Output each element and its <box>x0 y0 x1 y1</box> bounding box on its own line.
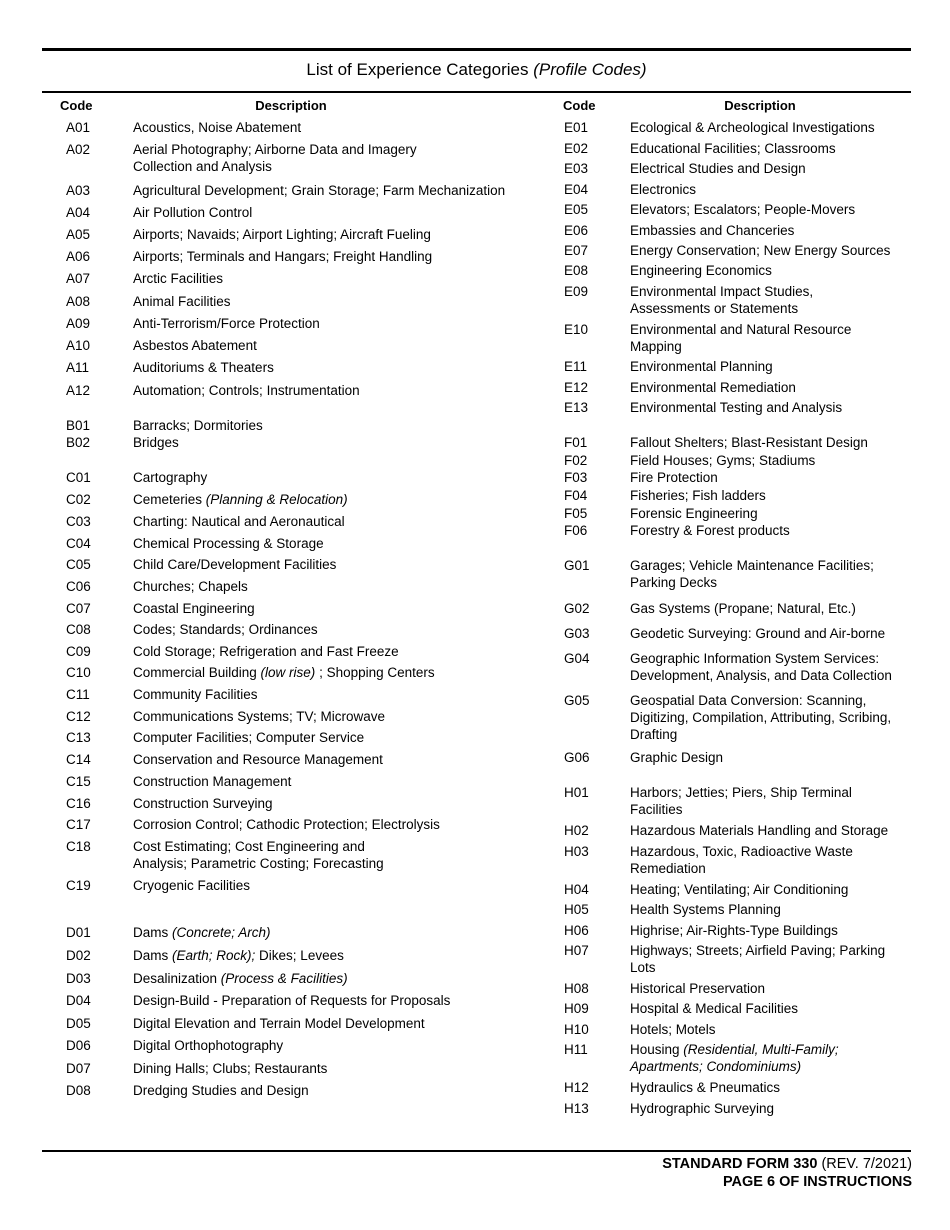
category-code: C19 <box>66 878 91 893</box>
category-description <box>133 621 533 638</box>
category-code: E13 <box>564 400 589 415</box>
page-number-text: PAGE 6 OF INSTRUCTIONS <box>722 1174 912 1190</box>
title-rule <box>42 91 911 93</box>
description-part: Forestry & Forest products <box>630 523 790 538</box>
description-part: Acoustics, Noise Abatement <box>133 120 302 135</box>
category-description <box>630 522 920 539</box>
description-part: Arctic Facilities <box>133 271 224 286</box>
category-code: A08 <box>66 294 91 309</box>
description-part: Environmental Testing and Analysis <box>630 400 843 415</box>
category-description <box>630 692 920 743</box>
description-part: Dams <box>133 948 173 963</box>
category-code: E08 <box>564 263 589 278</box>
description-part: Environmental Remediation <box>630 380 796 395</box>
category-description <box>630 452 920 469</box>
description-part: Health Systems Planning <box>630 902 781 917</box>
category-code: C02 <box>66 492 91 507</box>
description-part: Cost Estimating; Cost Engineering and Analysis; Parametric Costing; Forecasting <box>133 839 384 871</box>
description-part: Asbestos Abatement <box>133 338 257 353</box>
category-code: A02 <box>66 142 91 157</box>
category-code: C07 <box>66 601 91 616</box>
category-code: H01 <box>564 785 589 800</box>
description-part: Environmental Planning <box>630 359 773 374</box>
description-part: Dining Halls; Clubs; Restaurants <box>133 1061 328 1076</box>
category-description <box>630 942 920 976</box>
description-part: Gas Systems (Propane; Natural, Etc.) <box>630 601 856 616</box>
category-code: F06 <box>564 523 588 538</box>
category-description <box>133 1015 533 1032</box>
description-part: Hydraulics & Pneumatics <box>630 1080 781 1095</box>
category-code: H10 <box>564 1022 589 1037</box>
category-description <box>133 513 533 530</box>
category-code: A09 <box>66 316 91 331</box>
description-part: Airports; Terminals and Hangars; Freight Handling <box>133 249 433 264</box>
description-part: Field Houses; Gyms; Stadiums <box>630 453 816 468</box>
category-description <box>133 119 533 136</box>
category-code: D02 <box>66 948 91 963</box>
category-description <box>630 1000 920 1017</box>
category-code: D04 <box>66 993 91 1008</box>
description-part: Cartography <box>133 470 208 485</box>
description-part: Design-Build - Preparation of Requests for Proposals <box>133 993 451 1008</box>
category-description <box>133 643 533 660</box>
category-code: C15 <box>66 774 91 789</box>
category-code: G01 <box>564 558 590 573</box>
category-description <box>630 321 920 355</box>
description-part: Heating; Ventilating; Air Conditioning <box>630 882 849 897</box>
category-code: E10 <box>564 322 589 337</box>
category-code: D05 <box>66 1016 91 1031</box>
description-part: Embassies and Chanceries <box>630 223 795 238</box>
category-code: C10 <box>66 665 91 680</box>
category-code: G02 <box>564 601 590 616</box>
category-description <box>630 784 920 818</box>
category-code: D07 <box>66 1061 91 1076</box>
description-part: Fire Protection <box>630 470 718 485</box>
category-description <box>133 248 533 265</box>
description-part: Historical Preservation <box>630 981 766 996</box>
category-description <box>630 1041 920 1075</box>
description-part: Airports; Navaids; Airport Lighting; Aircraft Fueling <box>133 227 431 242</box>
description-part: Energy Conservation; New Energy Sources <box>630 243 891 258</box>
category-code: A04 <box>66 205 91 220</box>
description-part: Environmental Impact Studies, Assessments or Statements <box>630 284 814 316</box>
category-description <box>133 708 533 725</box>
description-part: Electrical Studies and Design <box>630 161 806 176</box>
category-description <box>133 664 533 681</box>
description-part: Aerial Photography; Airborne Data and Imagery Collection and Analysis <box>133 142 417 174</box>
category-code: H02 <box>564 823 589 838</box>
description-italic-part: (Planning & Relocation) <box>205 492 348 507</box>
category-description <box>630 379 920 396</box>
category-code: C09 <box>66 644 91 659</box>
category-description <box>133 686 533 703</box>
category-description <box>133 293 533 310</box>
category-code: H05 <box>564 902 589 917</box>
bottom-rule <box>42 1150 911 1152</box>
category-code: E06 <box>564 223 589 238</box>
category-code: C08 <box>66 622 91 637</box>
category-description <box>630 650 920 684</box>
description-part: Forensic Engineering <box>630 506 758 521</box>
description-part: Cemeteries <box>133 492 206 507</box>
category-description <box>630 222 920 239</box>
category-code: A01 <box>66 120 91 135</box>
category-code: H07 <box>564 943 589 958</box>
category-description <box>630 140 920 157</box>
category-description <box>630 901 920 918</box>
top-rule <box>42 48 911 51</box>
description-part: Agricultural Development; Grain Storage; Farm Mechanization <box>133 183 506 198</box>
category-code: H12 <box>564 1080 589 1095</box>
category-description <box>133 535 533 552</box>
description-italic-part: (low rise) <box>260 665 316 680</box>
category-code: E03 <box>564 161 589 176</box>
category-description <box>133 992 533 1009</box>
description-part: Environmental and Natural Resource Mapping <box>630 322 852 354</box>
description-part: Construction Management <box>133 774 292 789</box>
category-description <box>630 283 920 317</box>
category-code: H06 <box>564 923 589 938</box>
description-part: Charting: Nautical and Aeronautical <box>133 514 345 529</box>
category-description <box>630 1100 920 1117</box>
category-code: D01 <box>66 925 91 940</box>
category-code: F02 <box>564 453 588 468</box>
category-description <box>133 182 533 199</box>
category-description <box>630 487 920 504</box>
category-description <box>133 600 533 617</box>
category-code: H13 <box>564 1101 589 1116</box>
category-code: C03 <box>66 514 91 529</box>
description-part: Ecological & Archeological Investigations <box>630 120 875 135</box>
category-description <box>133 337 533 354</box>
category-code: H04 <box>564 882 589 897</box>
category-code: G06 <box>564 750 590 765</box>
form-name: STANDARD FORM 330 <box>662 1156 818 1172</box>
category-code: E01 <box>564 120 589 135</box>
description-part: Anti-Terrorism/Force Protection <box>133 316 320 331</box>
category-description <box>133 204 533 221</box>
description-italic-part: (Residential, Multi-Family; Apartments; Condominiums) <box>630 1042 839 1074</box>
category-description <box>630 160 920 177</box>
category-code: C05 <box>66 557 91 572</box>
description-part: Digital Elevation and Terrain Model Development <box>133 1016 425 1031</box>
description-italic-part: (Earth; Rock); <box>172 948 256 963</box>
description-part: Highrise; Air-Rights-Type Buildings <box>630 923 838 938</box>
description-part: Barracks; Dormitories <box>133 418 263 433</box>
category-description <box>630 358 920 375</box>
description-part: Animal Facilities <box>133 294 231 309</box>
form-revision: (REV. 7/2021) <box>817 1156 912 1172</box>
category-code: C12 <box>66 709 91 724</box>
category-description <box>133 382 533 399</box>
category-code: E04 <box>564 182 589 197</box>
category-code: A07 <box>66 271 91 286</box>
category-description <box>133 556 533 573</box>
description-part: Geodetic Surveying: Ground and Air-borne <box>630 626 886 641</box>
category-code: F03 <box>564 470 588 485</box>
description-part: Fisheries; Fish ladders <box>630 488 766 503</box>
category-description <box>630 181 920 198</box>
form-id <box>662 1155 912 1173</box>
category-code: F01 <box>564 435 588 450</box>
category-description <box>630 600 920 617</box>
description-part: Dams <box>133 925 173 940</box>
category-code: G05 <box>564 693 590 708</box>
category-description <box>630 434 920 451</box>
category-code: E12 <box>564 380 589 395</box>
category-description <box>133 970 533 987</box>
category-code: A05 <box>66 227 91 242</box>
description-part: Coastal Engineering <box>133 601 255 616</box>
description-part: ; Shopping Centers <box>315 665 435 680</box>
description-part: Codes; Standards; Ordinances <box>133 622 318 637</box>
description-part: Harbors; Jetties; Piers, Ship Terminal Facilities <box>630 785 852 817</box>
category-code: C14 <box>66 752 91 767</box>
category-code: C16 <box>66 796 91 811</box>
category-code: H08 <box>564 981 589 996</box>
category-description <box>630 922 920 939</box>
description-part: Communications Systems; TV; Microwave <box>133 709 386 724</box>
category-code: G04 <box>564 651 590 666</box>
category-description <box>630 469 920 486</box>
category-description <box>630 119 920 136</box>
description-part: Hazardous Materials Handling and Storage <box>630 823 889 838</box>
category-code: A12 <box>66 383 91 398</box>
description-part: Electronics <box>630 182 697 197</box>
category-description <box>133 315 533 332</box>
category-code: G03 <box>564 626 590 641</box>
category-description <box>133 751 533 768</box>
description-part: Corrosion Control; Cathodic Protection; Electrolysis <box>133 817 440 832</box>
description-part: Churches; Chapels <box>133 579 248 594</box>
description-part: Graphic Design <box>630 750 724 765</box>
category-description <box>133 469 533 486</box>
category-code: C18 <box>66 839 91 854</box>
category-code: E11 <box>564 359 588 374</box>
description-part: Cryogenic Facilities <box>133 878 251 893</box>
category-code: F05 <box>564 506 588 521</box>
description-part: Auditoriums & Theaters <box>133 360 274 375</box>
category-code: C11 <box>66 687 90 702</box>
category-code: F04 <box>564 488 588 503</box>
description-part: Child Care/Development Facilities <box>133 557 337 572</box>
category-code: A10 <box>66 338 91 353</box>
description-part: Bridges <box>133 435 179 450</box>
category-description <box>630 625 920 642</box>
description-part: Educational Facilities; Classrooms <box>630 141 836 156</box>
description-part: Geographic Information System Services: Development, Analysis, and Data Collection <box>630 651 892 683</box>
description-part: Hydrographic Surveying <box>630 1101 775 1116</box>
category-code: D08 <box>66 1083 91 1098</box>
description-part: Community Facilities <box>133 687 258 702</box>
category-description <box>630 1079 920 1096</box>
description-part: Geospatial Data Conversion: Scanning, Digitizing, Compilation, Attributing, Scribing, Drafting <box>630 693 892 742</box>
description-part: Hazardous, Toxic, Radioactive Waste Remediation <box>630 844 853 876</box>
category-code: E05 <box>564 202 589 217</box>
category-description <box>630 399 920 416</box>
category-description <box>133 1037 533 1054</box>
description-part: Highways; Streets; Airfield Paving; Parking Lots <box>630 943 886 975</box>
category-code: A11 <box>66 360 90 375</box>
category-description <box>630 557 920 591</box>
category-description <box>133 578 533 595</box>
category-description <box>630 242 920 259</box>
category-description <box>630 1021 920 1038</box>
page-title-italic: (Profile Codes) <box>533 60 647 79</box>
category-code: C06 <box>66 579 91 594</box>
category-code: C17 <box>66 817 91 832</box>
description-part: Chemical Processing & Storage <box>133 536 324 551</box>
category-code: C13 <box>66 730 91 745</box>
description-part: Desalinization <box>133 971 221 986</box>
footer <box>662 1155 912 1191</box>
category-description <box>133 270 533 287</box>
category-description <box>630 749 920 766</box>
category-code: D03 <box>66 971 91 986</box>
description-part: Engineering Economics <box>630 263 772 278</box>
description-part: Conservation and Resource Management <box>133 752 383 767</box>
description-part: Digital Orthophotography <box>133 1038 284 1053</box>
category-code: H09 <box>564 1001 589 1016</box>
category-description <box>133 773 533 790</box>
description-part: Cold Storage; Refrigeration and Fast Freeze <box>133 644 399 659</box>
description-italic-part: (Process & Facilities) <box>220 971 348 986</box>
right-code-header: Code <box>563 98 596 113</box>
description-part: Housing <box>630 1042 684 1057</box>
category-description <box>133 417 533 434</box>
category-code: A03 <box>66 183 91 198</box>
description-part: Hotels; Motels <box>630 1022 716 1037</box>
category-code: B02 <box>66 435 91 450</box>
description-part: Dikes; Levees <box>255 948 344 963</box>
category-description <box>630 843 920 877</box>
category-description <box>630 822 920 839</box>
right-description-header: Description <box>724 98 796 113</box>
description-part: Air Pollution Control <box>133 205 253 220</box>
description-part: Fallout Shelters; Blast-Resistant Design <box>630 435 868 450</box>
category-description <box>630 201 920 218</box>
left-code-header: Code <box>60 98 93 113</box>
category-code: E07 <box>564 243 589 258</box>
category-code: C04 <box>66 536 91 551</box>
category-description <box>133 795 533 812</box>
category-code: D06 <box>66 1038 91 1053</box>
category-description <box>630 505 920 522</box>
description-italic-part: (Concrete; Arch) <box>172 925 271 940</box>
category-description <box>133 491 533 508</box>
description-part: Garages; Vehicle Maintenance Facilities; Parking Decks <box>630 558 874 590</box>
category-description <box>133 924 533 941</box>
category-code: B01 <box>66 418 91 433</box>
page-title <box>42 60 911 80</box>
category-description <box>133 877 533 894</box>
description-part: Commercial Building <box>133 665 261 680</box>
page-title-main: List of Experience Categories <box>306 60 529 79</box>
category-description <box>630 262 920 279</box>
category-description <box>133 1082 533 1099</box>
category-code: E02 <box>564 141 589 156</box>
description-part: Automation; Controls; Instrumentation <box>133 383 360 398</box>
category-description <box>133 947 533 964</box>
category-description <box>133 838 533 872</box>
category-code: E09 <box>564 284 589 299</box>
category-description <box>133 1060 533 1077</box>
category-code: A06 <box>66 249 91 264</box>
category-description <box>133 226 533 243</box>
category-description <box>630 980 920 997</box>
description-part: Construction Surveying <box>133 796 273 811</box>
left-description-header: Description <box>255 98 327 113</box>
category-description <box>133 434 533 451</box>
description-part: Dredging Studies and Design <box>133 1083 309 1098</box>
category-description <box>133 141 533 175</box>
category-description <box>133 816 533 833</box>
category-code: H11 <box>564 1042 588 1057</box>
category-description <box>133 359 533 376</box>
category-code: C01 <box>66 470 91 485</box>
category-code: H03 <box>564 844 589 859</box>
description-part: Hospital & Medical Facilities <box>630 1001 799 1016</box>
category-description <box>133 729 533 746</box>
category-description <box>630 881 920 898</box>
description-part: Computer Facilities; Computer Service <box>133 730 365 745</box>
description-part: Elevators; Escalators; People-Movers <box>630 202 856 217</box>
page-number <box>662 1173 912 1191</box>
